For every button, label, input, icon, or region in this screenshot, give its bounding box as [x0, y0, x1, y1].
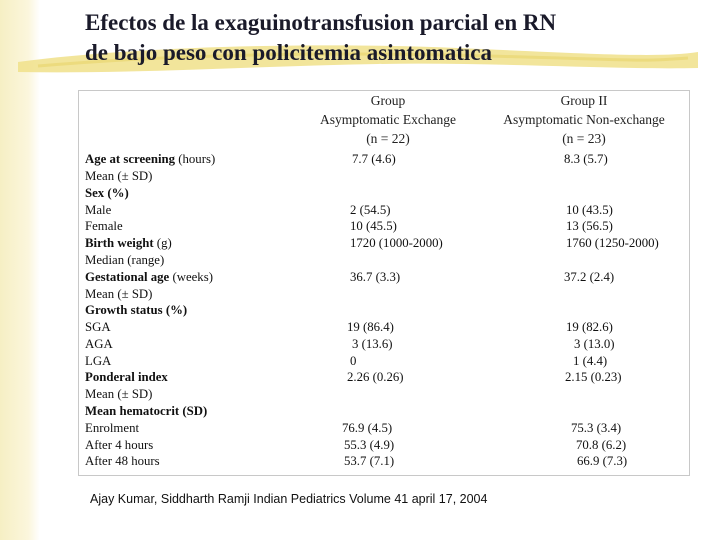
- group2-n: (n = 23): [562, 131, 606, 146]
- table-cell-group1: 53.7 (7.1): [344, 454, 395, 468]
- table-cell-group1: 0: [350, 354, 357, 368]
- table-row-label: Mean (± SD): [85, 387, 153, 401]
- table-cell-group2: 10 (43.5): [566, 203, 613, 217]
- table-row-label: After 4 hours: [85, 438, 154, 452]
- table-row-label: Sex (%): [85, 186, 129, 200]
- table-row-label: Median (range): [85, 253, 165, 267]
- column-header-group-1: [298, 91, 478, 148]
- group1-subtitle: Asymptomatic Exchange: [319, 112, 457, 127]
- table-cell-group1: 1720 (1000-2000): [350, 236, 443, 250]
- table-row-label: Ponderal index: [85, 370, 168, 384]
- table-cell-group1: 55.3 (4.9): [344, 438, 395, 452]
- table-cell-group1: 2.26 (0.26): [347, 370, 404, 384]
- table-cell-group1: 7.7 (4.6): [352, 152, 396, 166]
- table-cell-group2: 1760 (1250-2000): [566, 236, 659, 250]
- table-cell-group2: 13 (56.5): [566, 219, 613, 233]
- table-row-label: AGA: [85, 337, 113, 351]
- column-header-group-2: [486, 91, 682, 148]
- table-row-label: After 48 hours: [85, 454, 160, 468]
- table-cell-group2: 2.15 (0.23): [565, 370, 622, 384]
- table-cell-group1: 19 (86.4): [347, 320, 394, 334]
- table-cell-group1: 76.9 (4.5): [342, 421, 393, 435]
- slide-title: [85, 8, 556, 68]
- table-row-label: Mean (± SD): [85, 287, 153, 301]
- group1-title: Group: [370, 93, 406, 108]
- table-row-label: Mean hematocrit (SD): [85, 404, 208, 418]
- table-cell-group1: 3 (13.6): [352, 337, 393, 351]
- table-row-label: Birth weight (g): [85, 236, 172, 250]
- table-cell-group1: 36.7 (3.3): [350, 270, 401, 284]
- left-decorative-band: [0, 0, 40, 540]
- table-cell-group2: 37.2 (2.4): [564, 270, 615, 284]
- table-cell-group2: 1 (4.4): [573, 354, 608, 368]
- table-row-label: Male: [85, 203, 112, 217]
- title-line-1: Efectos de la exaguinotransfusion parcial en RN: [85, 10, 557, 35]
- table-row-label: Female: [85, 219, 123, 233]
- table-cell-group2: 19 (82.6): [566, 320, 613, 334]
- table-row-label: Mean (± SD): [85, 169, 153, 183]
- table-cell-group1: 10 (45.5): [350, 219, 397, 233]
- table-row-label: LGA: [85, 354, 112, 368]
- table-row-label: Growth status (%): [85, 303, 188, 317]
- table-cell-group2: 8.3 (5.7): [564, 152, 608, 166]
- table-row-label: Gestational age (weeks): [85, 270, 213, 284]
- table-cell-group1: 2 (54.5): [350, 203, 391, 217]
- table-row-label: SGA: [85, 320, 111, 334]
- table-row-label: Enrolment: [85, 421, 140, 435]
- table-row-label: Age at screening (hours): [85, 152, 216, 166]
- table-cell-group2: 66.9 (7.3): [577, 454, 628, 468]
- title-line-2: de bajo peso con policitemia asintomatica: [85, 40, 492, 65]
- group2-title: Group II: [560, 93, 608, 108]
- group1-n: (n = 22): [366, 131, 410, 146]
- table-cell-group2: 70.8 (6.2): [576, 438, 627, 452]
- table-cell-group2: 3 (13.0): [574, 337, 615, 351]
- group2-subtitle: Asymptomatic Non-exchange: [503, 112, 665, 127]
- citation-footer: Ajay Kumar, Siddharth Ramji Indian Pediatrics Volume 41 april 17, 2004: [90, 492, 488, 506]
- table-cell-group2: 75.3 (3.4): [571, 421, 622, 435]
